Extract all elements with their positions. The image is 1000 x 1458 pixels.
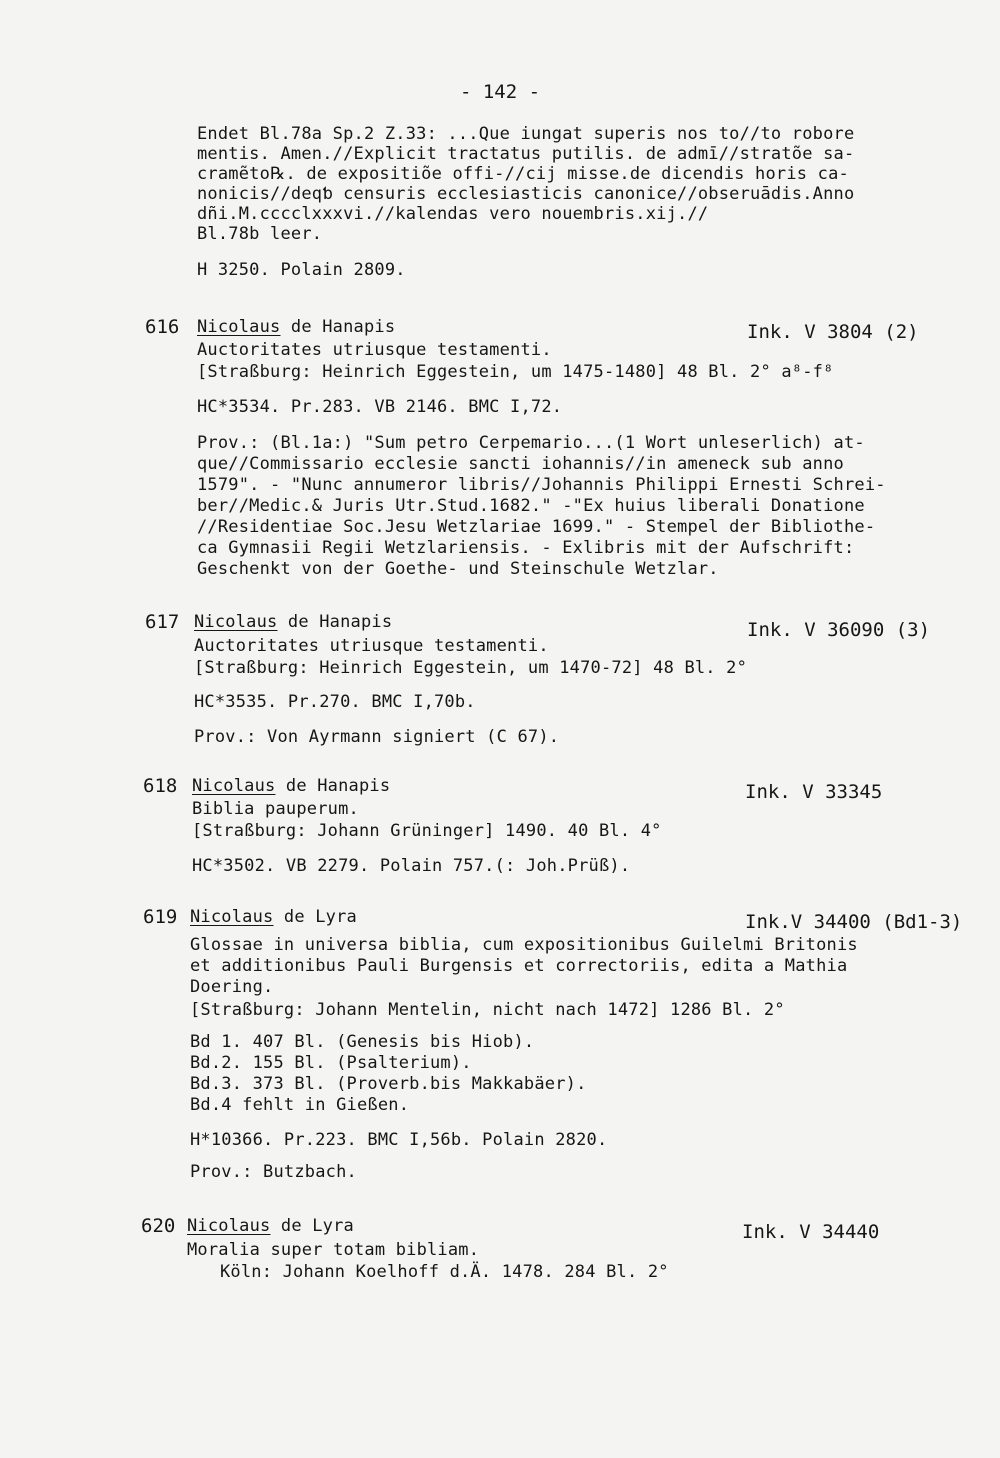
author-rest: de Hanapis <box>277 612 393 632</box>
entry-references: HC*3502. VB 2279. Polain 757.(: Joh.Prüß). <box>192 856 631 876</box>
intro-line: cramẽto℞. de expositiõe offi-//cij misse.de dicendis horis ca- <box>197 164 849 184</box>
intro-line: Endet Bl.78a Sp.2 Z.33: ...Que iungat superis nos to//to robore <box>197 124 855 144</box>
entry-title: Auctoritates utriusque testamenti. <box>197 340 552 360</box>
shelfmark: Ink. V 34440 <box>742 1221 880 1243</box>
provenance-line: que//Commissario ecclesie sancti iohannis//in ameneck sub anno <box>197 454 844 474</box>
provenance-line: ca Gymnasii Regii Wetzlariensis. - Exlibris mit der Aufschrift: <box>197 538 855 558</box>
entry-number: 619 <box>143 906 178 928</box>
author-rest: de Lyra <box>270 1216 354 1236</box>
entry-author <box>190 907 357 927</box>
entry-number: 616 <box>145 316 180 338</box>
intro-line: dñi.M.cccclxxxvi.//kalendas vero nouembris.xij.// <box>197 204 709 224</box>
author-rest: de Hanapis <box>275 776 391 796</box>
provenance-line: Prov.: (Bl.1a:) "Sum petro Cerpemario...(1 Wort unleserlich) at- <box>197 433 865 453</box>
entry-title: Auctoritates utriusque testamenti. <box>194 636 549 656</box>
volume-line: Bd 1. 407 Bl. (Genesis bis Hiob). <box>190 1032 535 1052</box>
entry-references: HC*3535. Pr.270. BMC I,70b. <box>194 692 476 712</box>
intro-line: nonicis//deqƅ censuris ecclesiasticis canonice//obseruādis.Anno <box>197 184 855 204</box>
shelfmark: Ink. V 33345 <box>745 781 883 803</box>
entry-author <box>194 612 392 632</box>
shelfmark: Ink. V 3804 (2) <box>747 321 919 343</box>
author-name: Nicolaus <box>192 776 276 796</box>
shelfmark: Ink.V 34400 (Bd1-3) <box>745 911 963 933</box>
entry-number: 620 <box>141 1215 176 1237</box>
author-name: Nicolaus <box>194 612 278 632</box>
entry-number: 617 <box>145 611 180 633</box>
provenance-line: Geschenkt von der Goethe- und Steinschule Wetzlar. <box>197 559 719 579</box>
entry-imprint: [Straßburg: Heinrich Eggestein, um 1470-72] 48 Bl. 2° <box>194 658 748 678</box>
entry-title: Biblia pauperum. <box>192 799 359 819</box>
entry-author <box>187 1216 354 1236</box>
volume-line: Bd.4 fehlt in Gießen. <box>190 1095 410 1115</box>
entry-imprint: [Straßburg: Johann Mentelin, nicht nach 1472] 1286 Bl. 2° <box>190 1000 785 1020</box>
entry-imprint: Köln: Johann Koelhoff d.Ä. 1478. 284 Bl. 2° <box>220 1262 669 1282</box>
entry-title: Doering. <box>190 977 274 997</box>
entry-imprint: [Straßburg: Johann Grüninger] 1490. 40 Bl. 4° <box>192 821 662 841</box>
intro-line: Bl.78b leer. <box>197 224 323 244</box>
entry-imprint: [Straßburg: Heinrich Eggestein, um 1475-1480] 48 Bl. 2° a⁸-f⁸ <box>197 362 834 382</box>
provenance-line: ber//Medic.& Juris Utr.Stud.1682." -"Ex huius liberali Donatione <box>197 496 865 516</box>
shelfmark: Ink. V 36090 (3) <box>747 619 931 641</box>
provenance-line: Prov.: Von Ayrmann signiert (C 67). <box>194 727 560 747</box>
author-rest: de Lyra <box>273 907 357 927</box>
volume-line: Bd.3. 373 Bl. (Proverb.bis Makkabäer). <box>190 1074 587 1094</box>
volume-line: Bd.2. 155 Bl. (Psalterium). <box>190 1053 472 1073</box>
entry-title: Moralia super totam bibliam. <box>187 1240 480 1260</box>
entry-title: et additionibus Pauli Burgensis et correctoriis, edita a Mathia <box>190 956 848 976</box>
entry-references: HC*3534. Pr.283. VB 2146. BMC I,72. <box>197 397 563 417</box>
provenance-line: //Residentiae Soc.Jesu Wetzlariae 1699." - Stempel der Bibliothe- <box>197 517 876 537</box>
provenance-line: 1579". - "Nunc annumeror libris//Johannis Philippi Ernesti Schrei- <box>197 475 886 495</box>
entry-title: Glossae in universa biblia, cum expositionibus Guilelmi Britonis <box>190 935 858 955</box>
entry-number: 618 <box>143 775 178 797</box>
intro-line: mentis. Amen.//Explicit tractatus putilis. de admī//stratõe sa- <box>197 144 855 164</box>
author-name: Nicolaus <box>190 907 274 927</box>
entry-author <box>192 776 390 796</box>
author-rest: de Hanapis <box>280 317 396 337</box>
author-name: Nicolaus <box>187 1216 271 1236</box>
author-name: Nicolaus <box>197 317 281 337</box>
entry-author <box>197 317 395 337</box>
entry-references: H*10366. Pr.223. BMC I,56b. Polain 2820. <box>190 1130 608 1150</box>
intro-reference: H 3250. Polain 2809. <box>197 260 406 280</box>
provenance-line: Prov.: Butzbach. <box>190 1162 357 1182</box>
page-number: - 142 - <box>459 81 541 103</box>
